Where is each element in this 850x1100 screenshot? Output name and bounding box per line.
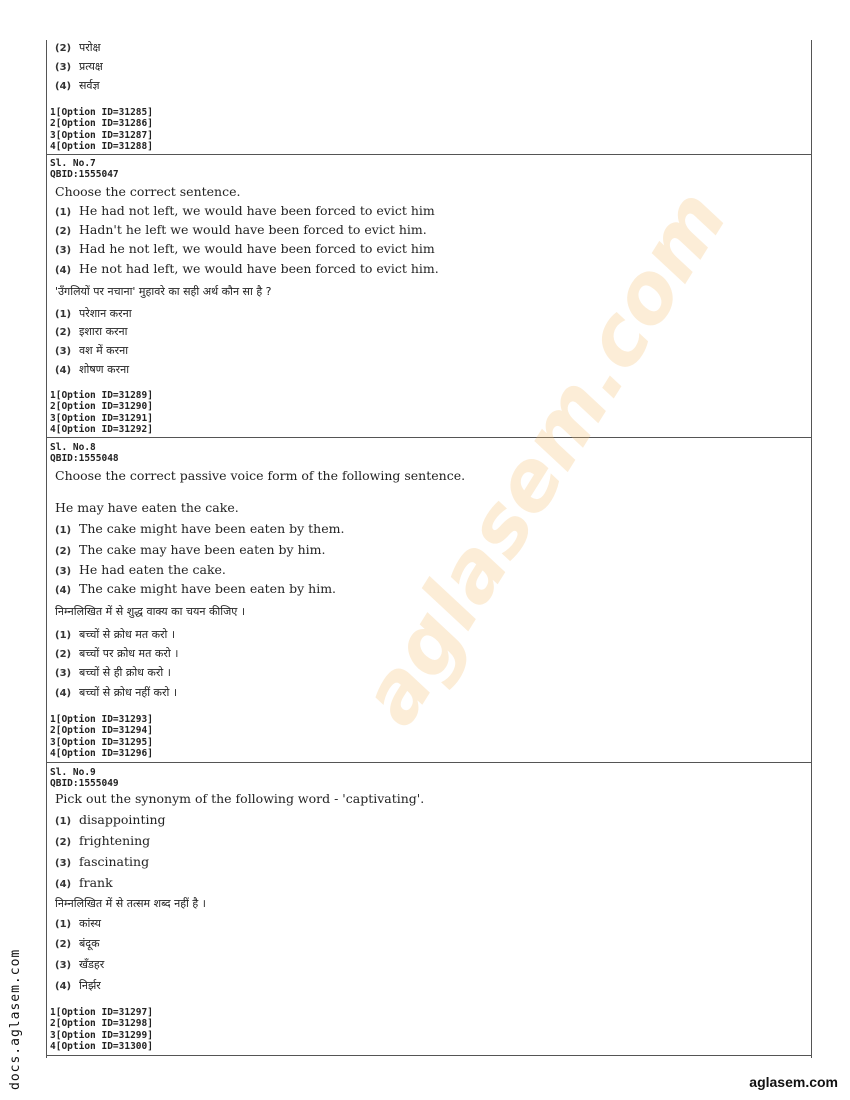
option-row [55,916,101,931]
option-text: बच्चों से क्रोध नहीं करो । [79,686,178,699]
option-number: (2) [55,546,72,557]
option-id: 3[Option ID=31291] [50,412,153,424]
option-text: disappointing [79,812,166,827]
question-stem-hindi: 'उँगलियों पर नचाना' मुहावरे का सही अर्थ कौन सा है ? [55,285,272,298]
option-text: प्रत्यक्ष [79,60,103,73]
option-id: 3[Option ID=31299] [50,1029,153,1041]
divider [47,437,811,438]
footer-brand: aglasem.com [749,1074,838,1090]
option-text: The cake may have been eaten by him. [79,542,326,557]
option-text: निर्झर [79,979,101,992]
option-row [55,875,113,890]
option-row [55,646,178,661]
option-id-list [50,390,153,435]
option-number: (2) [55,226,72,237]
option-id: 4[Option ID=31288] [50,140,153,152]
option-row [55,521,344,536]
question-stem-english: Choose the correct passive voice form of the following sentence. [55,468,466,483]
option-id: 1[Option ID=31293] [50,714,153,725]
option-id: 2[Option ID=31290] [50,401,153,413]
option-id: 1[Option ID=31297] [50,1007,153,1018]
option-row [55,957,104,972]
option-id: 2[Option ID=31286] [50,118,153,130]
option-number: (4) [55,879,72,890]
option-row [55,833,150,848]
option-id: 1[Option ID=31285] [50,107,153,118]
option-text: परोक्ष [79,41,101,54]
option-number: (1) [55,525,72,536]
option-number: (4) [55,585,72,596]
option-text: परेशान करना [79,307,132,320]
option-number: (3) [55,346,72,357]
question-sentence: He may have eaten the cake. [55,500,239,515]
question-paper-frame [46,40,812,1058]
option-number: (1) [55,207,72,218]
option-row [55,627,175,642]
option-number: (4) [55,688,72,699]
option-number: (4) [55,265,72,276]
option-text: इशारा करना [79,325,128,338]
option-text: खँडहर [79,958,105,971]
option-id: 4[Option ID=31300] [50,1040,153,1052]
option-row [55,362,129,377]
option-text: frightening [79,833,151,848]
option-text: शोषण करना [79,363,130,376]
option-row [55,78,100,93]
option-number: (1) [55,919,72,930]
question-stem-english: Pick out the synonym of the following word - 'captivating'. [55,791,425,806]
option-row [55,562,226,577]
option-number: (2) [55,939,72,950]
question-header [50,158,119,180]
option-text: बच्चों से क्रोध मत करो । [79,628,176,641]
option-number: (4) [55,81,72,92]
option-row [55,306,132,321]
option-number: (3) [55,245,72,256]
question-stem-hindi: निम्नलिखित में से शुद्ध वाक्य का चयन कीजिए । [55,605,246,618]
option-row [55,241,435,256]
divider [47,762,811,763]
option-number: (3) [55,62,72,73]
side-url-text: docs.aglasem.com [8,948,23,1090]
option-text: He not had left, we would have been forced to evict him. [79,261,439,276]
option-id: 4[Option ID=31296] [50,747,153,759]
option-row [55,978,101,993]
option-number: (3) [55,960,72,971]
option-id-list [50,1007,153,1052]
option-id: 4[Option ID=31292] [50,423,153,435]
option-number: (3) [55,566,72,577]
option-id-list [50,107,153,152]
option-number: (1) [55,309,72,320]
question-stem-hindi: निम्नलिखित में से तत्सम शब्द नहीं है । [55,897,206,910]
option-row [55,685,177,700]
question-header [50,442,119,464]
option-text: frank [79,875,113,890]
option-id: 3[Option ID=31287] [50,129,153,141]
option-row [55,222,427,237]
option-id: 1[Option ID=31289] [50,390,153,401]
option-row [55,812,166,827]
option-id-list [50,714,153,759]
option-text: He had not left, we would have been forced to evict him [79,203,435,218]
option-text: The cake might have been eaten by them. [79,521,345,536]
option-text: कांस्य [79,917,101,930]
option-text: सर्वज्ञ [79,79,100,92]
option-text: fascinating [79,854,150,869]
option-number: (4) [55,981,72,992]
option-number: (3) [55,858,72,869]
option-text: Had he not left, we would have been forced to evict him [79,241,435,256]
option-row [55,324,127,339]
option-text: बच्चों से ही क्रोध करो । [79,666,171,679]
divider [47,1055,811,1056]
option-id: 2[Option ID=31298] [50,1018,153,1030]
option-number: (2) [55,837,72,848]
option-row [55,261,439,276]
qbid: QBID:1555047 [50,169,119,180]
serial-number: Sl. No.7 [50,158,96,169]
option-text: Hadn't he left we would have been forced to evict him. [79,222,427,237]
serial-number: Sl. No.9 [50,767,96,778]
option-row [55,854,149,869]
option-row [55,40,100,55]
question-header [50,767,119,789]
option-number: (2) [55,649,72,660]
option-row [55,203,435,218]
option-row [55,665,171,680]
serial-number: Sl. No.8 [50,442,96,453]
option-row [55,343,128,358]
option-text: The cake might have been eaten by him. [79,581,337,596]
question-stem-english: Choose the correct sentence. [55,184,241,199]
option-text: बच्चों पर क्रोध मत करो । [79,647,179,660]
watermark: aglasem.com [342,174,747,741]
option-row [55,936,100,951]
option-number: (2) [55,43,72,54]
option-id: 3[Option ID=31295] [50,736,153,748]
option-text: वश में करना [79,344,129,357]
option-row [55,542,325,557]
option-number: (1) [55,630,72,641]
option-id: 2[Option ID=31294] [50,725,153,737]
option-number: (1) [55,816,72,827]
option-text: बंदूक [79,937,100,950]
divider [47,154,811,155]
qbid: QBID:1555048 [50,453,119,464]
option-number: (4) [55,365,72,376]
option-number: (3) [55,668,72,679]
qbid: QBID:1555049 [50,778,119,789]
option-number: (2) [55,327,72,338]
option-row [55,59,103,74]
option-text: He had eaten the cake. [79,562,226,577]
option-row [55,581,336,596]
